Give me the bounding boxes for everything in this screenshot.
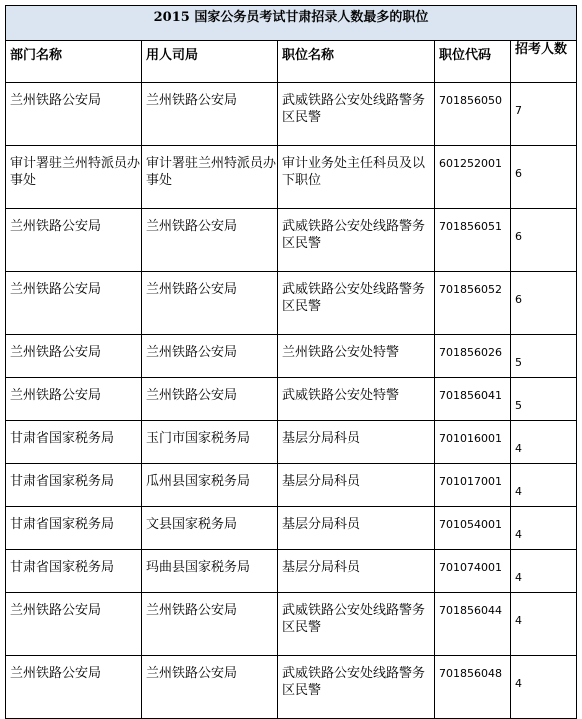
cell-bureau: 兰州铁路公安局 bbox=[142, 272, 278, 335]
cell-code: 701054001 bbox=[435, 507, 511, 550]
header-position: 职位名称 bbox=[278, 41, 435, 83]
table-row bbox=[6, 464, 577, 507]
table-row bbox=[6, 146, 577, 209]
cell-code: 701074001 bbox=[435, 550, 511, 593]
table-title bbox=[6, 6, 577, 41]
cell-dept: 兰州铁路公安局 bbox=[6, 272, 142, 335]
cell-position: 武威铁路公安处线路警务区民警 bbox=[278, 272, 435, 335]
cell-dept: 甘肃省国家税务局 bbox=[6, 421, 142, 464]
cell-count: 5 bbox=[511, 335, 577, 378]
cell-dept: 兰州铁路公安局 bbox=[6, 83, 142, 146]
cell-bureau: 兰州铁路公安局 bbox=[142, 335, 278, 378]
table-row bbox=[6, 656, 577, 719]
header-bureau: 用人司局 bbox=[142, 41, 278, 83]
cell-dept: 审计署驻兰州特派员办事处 bbox=[6, 146, 142, 209]
table-row bbox=[6, 421, 577, 464]
cell-position: 基层分局科员 bbox=[278, 550, 435, 593]
cell-count: 6 bbox=[511, 209, 577, 272]
table-row bbox=[6, 335, 577, 378]
cell-position: 武威铁路公安处线路警务区民警 bbox=[278, 83, 435, 146]
cell-dept: 兰州铁路公安局 bbox=[6, 335, 142, 378]
cell-code: 701856041 bbox=[435, 378, 511, 421]
cell-count: 4 bbox=[511, 656, 577, 719]
cell-bureau: 兰州铁路公安局 bbox=[142, 378, 278, 421]
cell-bureau: 兰州铁路公安局 bbox=[142, 209, 278, 272]
cell-bureau: 审计署驻兰州特派员办事处 bbox=[142, 146, 278, 209]
cell-code: 701856044 bbox=[435, 593, 511, 656]
cell-bureau: 兰州铁路公安局 bbox=[142, 593, 278, 656]
cell-position: 兰州铁路公安处特警 bbox=[278, 335, 435, 378]
cell-code: 701016001 bbox=[435, 421, 511, 464]
cell-position: 武威铁路公安处线路警务区民警 bbox=[278, 656, 435, 719]
cell-count: 7 bbox=[511, 83, 577, 146]
cell-count: 5 bbox=[511, 378, 577, 421]
cell-bureau: 玛曲县国家税务局 bbox=[142, 550, 278, 593]
header-count: 招考人数 bbox=[511, 41, 577, 83]
cell-code: 701856048 bbox=[435, 656, 511, 719]
cell-count: 4 bbox=[511, 507, 577, 550]
cell-bureau: 兰州铁路公安局 bbox=[142, 656, 278, 719]
cell-dept: 甘肃省国家税务局 bbox=[6, 507, 142, 550]
cell-code: 701856026 bbox=[435, 335, 511, 378]
cell-code: 701017001 bbox=[435, 464, 511, 507]
table-row bbox=[6, 593, 577, 656]
cell-dept: 兰州铁路公安局 bbox=[6, 209, 142, 272]
cell-bureau: 文县国家税务局 bbox=[142, 507, 278, 550]
cell-position: 武威铁路公安处线路警务区民警 bbox=[278, 209, 435, 272]
cell-position: 基层分局科员 bbox=[278, 464, 435, 507]
cell-count: 4 bbox=[511, 464, 577, 507]
cell-bureau: 兰州铁路公安局 bbox=[142, 83, 278, 146]
cell-code: 701856051 bbox=[435, 209, 511, 272]
cell-code: 601252001 bbox=[435, 146, 511, 209]
cell-count: 6 bbox=[511, 146, 577, 209]
cell-code: 701856050 bbox=[435, 83, 511, 146]
table-body bbox=[6, 83, 577, 719]
table-row bbox=[6, 507, 577, 550]
cell-count: 6 bbox=[511, 272, 577, 335]
cell-position: 基层分局科员 bbox=[278, 507, 435, 550]
cell-dept: 甘肃省国家税务局 bbox=[6, 550, 142, 593]
cell-position: 武威铁路公安处线路警务区民警 bbox=[278, 593, 435, 656]
cell-count: 4 bbox=[511, 550, 577, 593]
cell-count: 4 bbox=[511, 421, 577, 464]
table-row bbox=[6, 378, 577, 421]
header-row bbox=[6, 41, 577, 83]
header-code: 职位代码 bbox=[435, 41, 511, 83]
cell-bureau: 玉门市国家税务局 bbox=[142, 421, 278, 464]
table-row bbox=[6, 209, 577, 272]
cell-dept: 甘肃省国家税务局 bbox=[6, 464, 142, 507]
cell-code: 701856052 bbox=[435, 272, 511, 335]
title-row bbox=[6, 6, 577, 41]
table-row bbox=[6, 83, 577, 146]
cell-dept: 兰州铁路公安局 bbox=[6, 656, 142, 719]
header-dept: 部门名称 bbox=[6, 41, 142, 83]
cell-count: 4 bbox=[511, 593, 577, 656]
table-title-text: 2015 国家公务员考试甘肃招录人数最多的职位 bbox=[153, 10, 429, 25]
cell-position: 武威铁路公安处特警 bbox=[278, 378, 435, 421]
positions-table bbox=[5, 5, 577, 719]
table-row bbox=[6, 272, 577, 335]
cell-dept: 兰州铁路公安局 bbox=[6, 593, 142, 656]
cell-dept: 兰州铁路公安局 bbox=[6, 378, 142, 421]
cell-position: 基层分局科员 bbox=[278, 421, 435, 464]
cell-position: 审计业务处主任科员及以下职位 bbox=[278, 146, 435, 209]
table-row bbox=[6, 550, 577, 593]
cell-bureau: 瓜州县国家税务局 bbox=[142, 464, 278, 507]
